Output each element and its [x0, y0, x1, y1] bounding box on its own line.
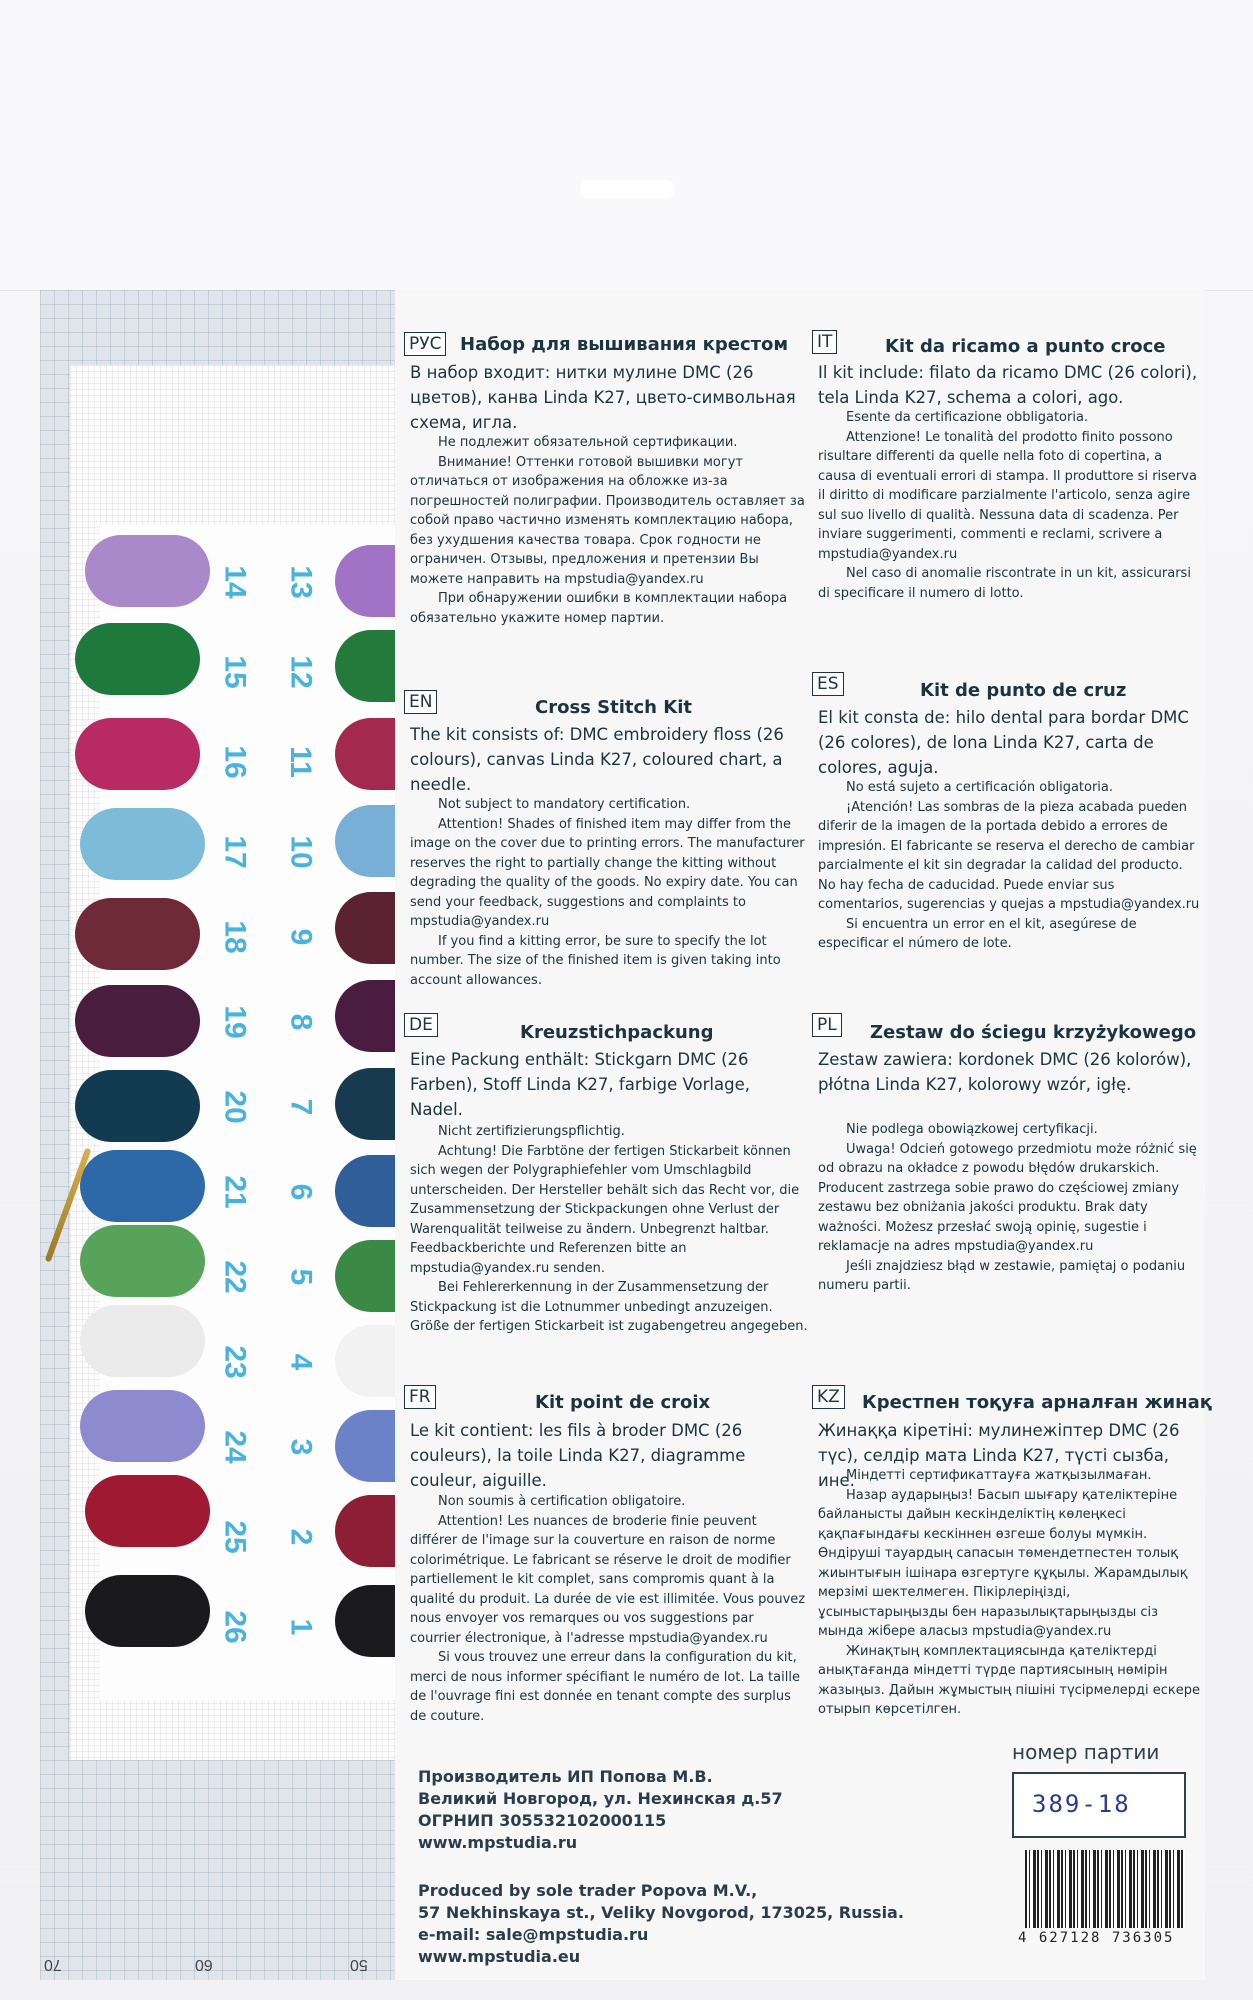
skein-number: 14	[218, 565, 252, 599]
chart-ruler	[40, 1935, 400, 1980]
floss-skein	[85, 1575, 210, 1647]
floss-skein	[75, 985, 200, 1057]
floss-skein	[75, 1070, 200, 1142]
lang-tag: IT	[812, 330, 837, 354]
body-paragraph: Achtung! Die Farbtöne der fertigen Stickarbeit können sich wegen der Polygraphiefehler vom Umschlagbild unterscheiden. Der Hersteller behält sich das Recht vor, die Zusammensetzung der Stickpackungen ohne Verlust der Warenqualität teilweise zu ändern. Unbegrenzt haltbar. Feedbackberichte und Referenzen bitte an mpstudia@yandex.ru senden.	[410, 1143, 800, 1276]
body-paragraph: Внимание! Оттенки готовой вышивки могут отличаться от изображения на обложке из-за погрешностей полиграфии. Производитель оставляет за собой право частично изменять комплектацию набора, без ухудшения качества товара. Срок годности не ограничен. Отзывы, предложения и претензии Вы можете направить на mpstudia@yandex.ru	[410, 454, 805, 587]
section-body	[818, 778, 1203, 954]
body-paragraph: При обнаружении ошибки в комплектации набора обязательно укажите номер партии.	[410, 591, 788, 626]
section-body	[410, 1492, 808, 1726]
body-paragraph: Attenzione! Le tonalità del prodotto finito possono risultare differenti da quelle nella foto di copertina, a causa di eventuali errori di stampa. Il produttore si riserva il diritto di modificare parzialmente l'articolo, senza agire sul suo livello di qualità. Nessuna data di scadenza. Per inviare suggerimenti, commenti e reclami, scrivere a mpstudia@yandex.ru	[818, 429, 1197, 562]
lang-tag: KZ	[812, 1385, 845, 1409]
body-paragraph: If you find a kitting error, be sure to specify the lot number. The size of the finished item is given taking into account allowances.	[410, 933, 781, 988]
producer-en	[418, 1880, 1018, 1968]
producer-website[interactable]: www.mpstudia.ru	[418, 1833, 578, 1852]
producer-line: ОГРНИП 305532102000115	[418, 1811, 667, 1830]
barcode-number: 4 627128 736305	[1018, 1930, 1175, 1946]
section-lead: The kit consists of: DMC embroidery floss (26 colours), canvas Linda K27, coloured chart, a needle.	[410, 725, 784, 794]
section-title: Cross Stitch Kit	[535, 697, 692, 718]
section-body	[818, 1466, 1203, 1720]
skein-number: 22	[218, 1260, 252, 1294]
skein-number: 18	[218, 920, 252, 954]
skein-number: 17	[218, 835, 252, 869]
skein-number: 16	[218, 745, 252, 779]
skein-number: 25	[218, 1520, 252, 1554]
ruler-label: 60	[195, 1956, 213, 1973]
skein-number: 21	[218, 1175, 252, 1209]
floss-skein	[75, 898, 200, 970]
skein-number: 11	[283, 746, 317, 778]
skein-number: 8	[284, 1013, 318, 1031]
body-paragraph: Bei Fehlererkennung in der Zusammensetzung der Stickpackung ist die Lotnummer unbedingt anzuzeigen. Größe der fertigen Stickarbeit ist zugabengetreu angegeben.	[410, 1280, 808, 1334]
lang-tag: РУС	[404, 332, 446, 356]
section-title: Kit de punto de cruz	[920, 680, 1127, 701]
ruler-label: 70	[44, 1956, 62, 1973]
section-body	[818, 408, 1203, 603]
lang-tag: FR	[404, 1385, 436, 1409]
body-paragraph: Назар аударыңыз! Басып шығару қателіктеріне байланысты дайын кескінделіктің көлеңкесі қақпағындағы кескіннен өзгеше болуы мүмкін. Өндіруші тауардың сапасын төмендетпестен толық жиынтығын ішінара өзгертуге құқылы. Жарамдылық мерзімі шектелмеген. Пікірлеріңізді, ұсыныстарыңызды бен наразылықтарыңызды сіз мында жібере аласыз mpstudia@yandex.ru	[818, 1487, 1188, 1639]
skein-number: 20	[218, 1090, 252, 1124]
floss-skein	[85, 1475, 210, 1547]
body-paragraph: Esente da certificazione obbligatoria.	[846, 410, 1089, 425]
lang-tag: PL	[812, 1013, 842, 1037]
section-title: Набор для вышивания крестом	[460, 334, 789, 355]
lang-tag: DE	[404, 1013, 438, 1037]
bag-hanger	[0, 0, 1253, 291]
producer-website[interactable]: www.mpstudia.eu	[418, 1947, 581, 1966]
producer-line: Produced by sole trader Popova M.V.,	[418, 1881, 758, 1900]
body-paragraph: ¡Atención! Las sombras de la pieza acabada pueden diferir de la imagen de la portada debido a errores de impresión. El fabricante se reserva el derecho de cambiar parcialmente el kit sin degradar la calidad del producto. No hay fecha de caducidad. Puede enviar sus comentarios, sugerencias y quejas a mpstudia@yandex.ru	[818, 799, 1200, 912]
floss-skein	[80, 1390, 205, 1462]
skein-number: 23	[218, 1345, 252, 1379]
body-paragraph: Міндетті сертификаттауға жатқызылмаған.	[846, 1468, 1152, 1483]
producer-email[interactable]: e-mail: sale@mpstudia.ru	[418, 1925, 649, 1944]
body-paragraph: Attention! Shades of finished item may differ from the image on the cover due to printing errors. The manufacturer reserves the right to partially change the kitting without degrading the quality of the goods. No expiry date. You can send your feedback, suggestions and complaints to mpstudia@yandex.ru	[410, 816, 805, 929]
skein-number: 13	[284, 565, 318, 599]
floss-skein	[80, 1150, 205, 1222]
hang-hole	[580, 180, 675, 198]
skein-number: 3	[284, 1438, 318, 1456]
skein-number: 5	[284, 1268, 318, 1286]
body-paragraph: Не подлежит обязательной сертификации.	[438, 435, 738, 450]
section-lead: Eine Packung enthält: Stickgarn DMC (26 Farben), Stoff Linda K27, farbige Vorlage, Nadel.	[410, 1050, 750, 1119]
section-title: Крестпен тоқуға арналған жинақ	[862, 1392, 1212, 1413]
lang-tag: EN	[404, 690, 437, 714]
skein-number: 1	[284, 1618, 318, 1636]
section-lead: Zestaw zawiera: kordonek DMC (26 kolorów), płótna Linda K27, kolorowy wzór, igłę.	[818, 1050, 1192, 1094]
skein-number: 19	[218, 1005, 252, 1039]
producer-line: Великий Новгород, ул. Нехинская д.57	[418, 1789, 783, 1808]
skein-number: 15	[218, 655, 252, 689]
skein-number: 7	[284, 1098, 318, 1116]
section-body	[410, 433, 808, 628]
section-title: Kreuzstichpackung	[520, 1022, 714, 1043]
section-lead: El kit consta de: hilo dental para bordar DMC (26 colores), de lona Linda K27, carta de colores, aguja.	[818, 708, 1189, 777]
skein-number: 12	[284, 655, 318, 689]
lang-tag: ES	[812, 672, 844, 696]
body-paragraph: Uwaga! Odcień gotowego przedmiotu może różnić się od obrazu na okładce z powodu błędów drukarskich. Producent zastrzega sobie prawo do częściowej zmiany zestawu bez obniżania jakości produktu. Brak daty ważności. Możesz przesłać swoją opinię, sugestie i reklamacje na adres mpstudia@yandex.ru	[818, 1141, 1197, 1254]
section-lead: В набор входит: нитки мулине DMC (26 цветов), канва Linda K27, цвето-символьная схема, игла.	[410, 363, 796, 432]
skein-number: 9	[284, 928, 318, 946]
ruler-label: 50	[350, 1956, 368, 1973]
body-paragraph: Jeśli znajdziesz błąd w zestawie, pamiętaj o podaniu numeru partii.	[818, 1258, 1186, 1293]
section-title: Kit point de croix	[535, 1392, 711, 1413]
skein-number: 6	[284, 1183, 318, 1201]
skein-number: 10	[284, 835, 318, 869]
section-lead: Жинаққа кіретіні: мулинежіптер DMC (26 түс), селдір мата Linda K27, түсті сызба, ине.	[818, 1421, 1180, 1490]
floss-skein	[85, 535, 210, 607]
skein-number: 2	[284, 1528, 318, 1546]
producer-line: Производитель ИП Попова М.В.	[418, 1767, 713, 1786]
body-paragraph: Attention! Les nuances de broderie finie peuvent différer de l'image sur la couverture en raison de norme colorimétrique. Le fabricant se réserve le droit de modifier partiellement le kit complet, sans compromis quant à la qualité du produit. La durée de vie est illimitée. Vous pouvez nous envoyer vos remarques ou vos suggestions par courrier électronique, à l'adresse mpstudia@yandex.ru	[410, 1513, 806, 1646]
section-title: Kit da ricamo a punto croce	[885, 336, 1166, 357]
section-body	[818, 1120, 1203, 1296]
floss-skein	[80, 1225, 205, 1297]
section-body	[410, 1122, 808, 1337]
body-paragraph: Жинақтың комплектациясында қателіктерді анықтағанда міндетті түрде партиясының нөмірін жазыңыз. Дайын жұмыстың пішіні түсірмелерді ескере отырып көрсетілген.	[818, 1643, 1201, 1717]
body-paragraph: Si encuentra un error en el kit, asegúrese de especificar el número de lote.	[818, 916, 1137, 951]
barcode-icon	[1025, 1850, 1185, 1928]
body-paragraph: Nel caso di anomalie riscontrate in un kit, assicurarsi di specificare il numero di lotto.	[818, 566, 1191, 601]
section-title: Zestaw do ściegu krzyżykowego	[870, 1022, 1197, 1043]
skein-number: 4	[284, 1353, 318, 1371]
producer-line: 57 Nekhinskaya st., Veliky Novgorod, 173025, Russia.	[418, 1903, 904, 1922]
skein-number: 26	[218, 1610, 252, 1644]
lot-label: номер партии	[1012, 1740, 1160, 1764]
floss-skein	[80, 808, 205, 880]
body-paragraph: No está sujeto a certificación obligatoria.	[846, 780, 1114, 795]
section-lead: Il kit include: filato da ricamo DMC (26 colori), tela Linda K27, schema a colori, ago.	[818, 363, 1198, 407]
body-paragraph: Nicht zertifizierungspflichtig.	[438, 1124, 625, 1139]
floss-skein	[75, 718, 200, 790]
body-paragraph: Si vous trouvez une erreur dans la configuration du kit, merci de nous informer spécifiant le numéro de lot. La taille de l'ouvrage fini est donnée en tenant compte des surplus de couture.	[410, 1650, 800, 1724]
section-body	[410, 795, 808, 990]
body-paragraph: Not subject to mandatory certification.	[438, 797, 691, 812]
lot-value: 389-18	[1032, 1790, 1131, 1818]
floss-skein	[80, 1305, 205, 1377]
body-paragraph: Non soumis à certification obligatoire.	[438, 1494, 686, 1509]
section-lead: Le kit contient: les fils à broder DMC (26 couleurs), la toile Linda K27, diagramme couleur, aiguille.	[410, 1421, 746, 1490]
body-paragraph: Nie podlega obowiązkowej certyfikacji.	[846, 1122, 1098, 1137]
skein-number: 24	[218, 1430, 252, 1464]
floss-skein	[75, 623, 200, 695]
producer-ru	[418, 1766, 978, 1854]
